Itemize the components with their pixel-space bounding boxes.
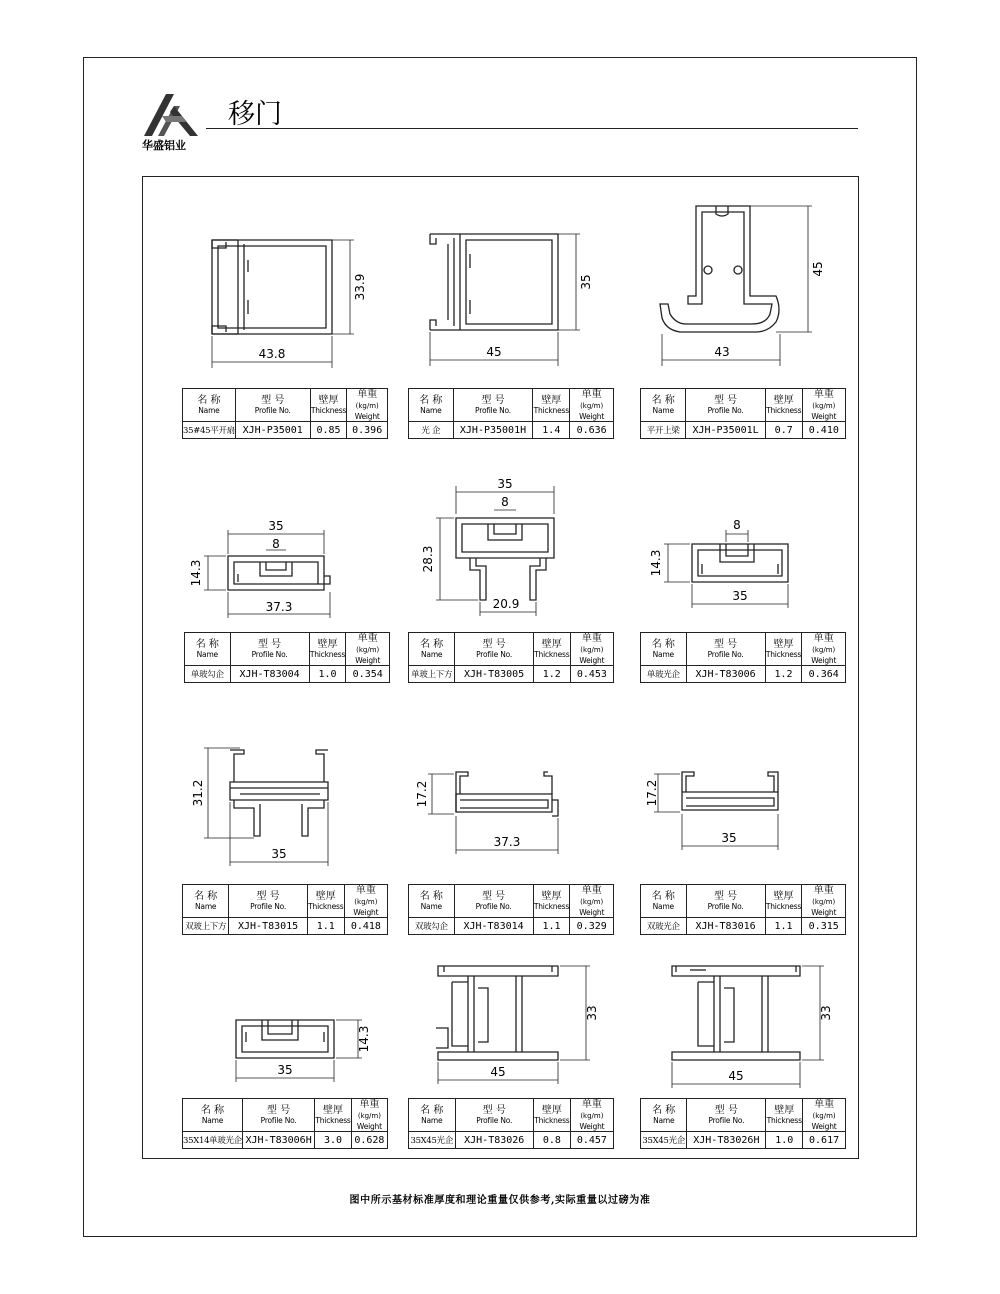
header-weight-en: Weight xyxy=(811,412,837,421)
dim-slot: 8 xyxy=(272,537,280,551)
header-weight-cn: 单重 xyxy=(581,389,602,400)
profile-drawing xyxy=(408,474,614,632)
header-name-en: Name xyxy=(421,650,443,659)
title-divider xyxy=(206,128,858,129)
header-weight-en: Weight xyxy=(579,412,605,421)
header-thickness-cn: 壁厚 xyxy=(541,1105,562,1116)
logo-text: 华盛铝业 xyxy=(142,139,186,152)
header-name-en: Name xyxy=(420,406,442,415)
header-weight-cn: 单重 xyxy=(581,633,602,644)
dim-width: 35 xyxy=(271,847,287,861)
profile-weight: 0.410 xyxy=(802,422,845,439)
header-profile-cn: 型 号 xyxy=(713,639,738,650)
dim-height: 17.2 xyxy=(645,779,659,807)
profile-drawing xyxy=(640,958,846,1098)
header-profile-en: Profile No. xyxy=(251,650,288,659)
header-thickness-cn: 壁厚 xyxy=(773,395,794,406)
header-name-cn: 名 称 xyxy=(651,891,675,902)
header-thickness-cn: 壁厚 xyxy=(541,395,562,406)
header-profile-cn: 型 号 xyxy=(257,639,282,650)
header-weight-en: Weight xyxy=(356,1122,382,1131)
profile-weight: 0.636 xyxy=(570,422,614,439)
profile-thickness: 1.0 xyxy=(309,666,346,683)
profile-thickness: 0.7 xyxy=(765,422,802,439)
profile-drawing xyxy=(184,514,390,632)
header-weight-unit: (kg/m) xyxy=(812,898,836,906)
profile-weight: 0.315 xyxy=(802,918,846,935)
header-weight-en: Weight xyxy=(579,908,605,917)
header-thickness-cn: 壁厚 xyxy=(774,1105,795,1116)
header-weight-unit: (kg/m) xyxy=(580,402,604,410)
spec-table xyxy=(640,1098,846,1149)
header-profile-cn: 型 号 xyxy=(256,891,280,902)
header-name-en: Name xyxy=(653,1116,675,1125)
profile-name: 35X45光企 xyxy=(641,1132,687,1149)
header-thickness-en: Thickness xyxy=(310,406,347,415)
spec-table xyxy=(182,388,388,439)
profile-name: 35X45光企 xyxy=(409,1132,456,1149)
profile-number: XJH-T83026H xyxy=(687,1132,766,1149)
header-thickness-cn: 壁厚 xyxy=(541,639,562,650)
profile-weight: 0.329 xyxy=(570,918,614,935)
profile-card-p35001h xyxy=(408,210,614,436)
header-name-en: Name xyxy=(652,650,674,659)
dim-height: 33.9 xyxy=(353,273,367,301)
profile-weight: 0.628 xyxy=(351,1132,387,1149)
header-thickness-en: Thickness xyxy=(765,650,802,659)
header-weight-cn: 单重 xyxy=(357,389,378,400)
profile-drawing xyxy=(182,1010,388,1098)
profile-weight: 0.396 xyxy=(347,422,388,439)
profile-name: 单玻上下方 xyxy=(409,666,455,683)
header-name-cn: 名 称 xyxy=(651,639,675,650)
header-thickness-cn: 壁厚 xyxy=(773,891,794,902)
header-profile-en: Profile No. xyxy=(476,650,513,659)
header-name-cn: 名 称 xyxy=(651,395,675,406)
dim-slot: 8 xyxy=(501,495,509,509)
profile-card-t83006h xyxy=(182,1010,388,1144)
header-profile-cn: 型 号 xyxy=(713,395,738,406)
header-profile-en: Profile No. xyxy=(250,902,287,911)
header-thickness-cn: 壁厚 xyxy=(541,891,562,902)
header-weight-unit: (kg/m) xyxy=(580,646,604,654)
profile-thickness: 3.0 xyxy=(315,1132,352,1149)
profile-number: XJH-P35001L xyxy=(686,422,765,439)
header-name-en: Name xyxy=(420,902,442,911)
header-weight-unit: (kg/m) xyxy=(580,898,604,906)
header-weight-cn: 单重 xyxy=(355,885,376,896)
header-weight-en: Weight xyxy=(355,656,381,665)
header-thickness-en: Thickness xyxy=(315,1116,351,1125)
header-name-cn: 名 称 xyxy=(194,891,218,902)
header-name-en: Name xyxy=(198,406,220,415)
dim-height: 31.2 xyxy=(191,779,205,807)
header-name-cn: 名 称 xyxy=(195,639,219,650)
header-profile-en: Profile No. xyxy=(708,1116,745,1125)
profile-thickness: 0.85 xyxy=(310,422,347,439)
profile-name: 平开上梁 xyxy=(641,422,686,439)
header-thickness-cn: 壁厚 xyxy=(323,1105,344,1116)
spec-table xyxy=(408,1098,614,1149)
profile-name: 双玻勾企 xyxy=(409,918,455,935)
dim-width: 43.8 xyxy=(258,347,286,361)
header-profile-en: Profile No. xyxy=(475,902,512,911)
spec-table xyxy=(408,884,614,935)
header-thickness-cn: 壁厚 xyxy=(317,639,338,650)
profile-number: XJH-T83026 xyxy=(455,1132,533,1149)
dim-width: 45 xyxy=(486,345,502,359)
dim-width: 35 xyxy=(721,831,737,845)
header-profile-en: Profile No. xyxy=(707,650,744,659)
dim-height: 35 xyxy=(579,274,593,290)
header-weight-en: Weight xyxy=(811,908,837,917)
dim-width: 20.9 xyxy=(492,597,520,611)
spec-table xyxy=(408,632,614,683)
dim-width: 43 xyxy=(714,345,730,359)
profile-name: 单玻勾企 xyxy=(185,666,231,683)
header-thickness-en: Thickness xyxy=(533,406,569,415)
spec-table xyxy=(640,388,846,439)
dim-width: 45 xyxy=(728,1069,744,1083)
profile-weight: 0.617 xyxy=(803,1132,846,1149)
profile-number: XJH-T83006 xyxy=(686,666,765,683)
profile-thickness: 1.0 xyxy=(766,1132,803,1149)
header-weight-en: Weight xyxy=(811,656,837,665)
header-thickness-en: Thickness xyxy=(534,1116,570,1125)
profile-name: 35X14单玻光企 xyxy=(183,1132,243,1149)
profile-card-t83006 xyxy=(640,514,846,680)
profile-card-t83005 xyxy=(408,474,614,680)
page-title: 移门 xyxy=(228,99,282,130)
header-weight-cn: 单重 xyxy=(581,1099,602,1110)
profile-thickness: 0.8 xyxy=(533,1132,570,1149)
header-weight-en: Weight xyxy=(579,656,605,665)
dim-top-width: 35 xyxy=(268,519,284,533)
header-thickness-en: Thickness xyxy=(309,650,346,659)
profile-card-t83014 xyxy=(408,762,614,932)
profile-weight: 0.364 xyxy=(802,666,846,683)
header-name-cn: 名 称 xyxy=(419,395,443,406)
header-name-cn: 名 称 xyxy=(200,1105,225,1116)
header-profile-cn: 型 号 xyxy=(482,639,506,650)
header-thickness-en: Thickness xyxy=(766,1116,802,1125)
header-profile-en: Profile No. xyxy=(707,902,744,911)
profile-thickness: 1.2 xyxy=(533,666,570,683)
profile-number: XJH-T83005 xyxy=(455,666,533,683)
header-thickness-cn: 壁厚 xyxy=(773,639,794,650)
dim-top-width: 35 xyxy=(497,477,513,491)
profile-weight: 0.453 xyxy=(570,666,613,683)
profile-weight: 0.418 xyxy=(344,918,387,935)
dim-height: 33 xyxy=(585,1005,599,1021)
profile-name: 35#45平开扇 xyxy=(183,422,236,439)
header-weight-en: Weight xyxy=(354,412,380,421)
profile-drawing xyxy=(182,742,388,884)
header-profile-cn: 型 号 xyxy=(267,1105,291,1116)
header-name-en: Name xyxy=(652,406,674,415)
spec-table xyxy=(408,388,614,439)
profile-name: 光 企 xyxy=(409,422,454,439)
profile-number: XJH-T83004 xyxy=(230,666,309,683)
header-name-en: Name xyxy=(201,1116,224,1125)
logo-mark-icon xyxy=(140,92,202,138)
header-profile-cn: 型 号 xyxy=(714,1105,738,1116)
header-name-cn: 名 称 xyxy=(419,891,443,902)
header-weight-cn: 单重 xyxy=(357,633,378,644)
header-name-en: Name xyxy=(196,650,218,659)
profile-number: XJH-T83015 xyxy=(229,918,307,935)
dim-height: 28.3 xyxy=(421,545,435,573)
dim-width: 35 xyxy=(277,1063,293,1077)
header-weight-unit: (kg/m) xyxy=(356,646,380,654)
header-name-cn: 名 称 xyxy=(197,395,221,406)
dim-slot: 8 xyxy=(733,518,741,532)
dim-width: 45 xyxy=(490,1065,506,1079)
header-weight-en: Weight xyxy=(353,908,379,917)
profile-weight: 0.457 xyxy=(570,1132,613,1149)
header-thickness-cn: 壁厚 xyxy=(315,891,336,902)
header-thickness-en: Thickness xyxy=(766,406,802,415)
header-profile-en: Profile No. xyxy=(254,406,291,415)
dim-height: 33 xyxy=(819,1005,833,1021)
profile-thickness: 1.4 xyxy=(533,422,570,439)
header-weight-cn: 单重 xyxy=(813,885,834,896)
profile-card-t83026 xyxy=(408,958,614,1144)
dim-width: 37.3 xyxy=(265,600,293,614)
header-weight-cn: 单重 xyxy=(814,1099,835,1110)
spec-table xyxy=(184,632,390,683)
spec-table xyxy=(640,632,846,683)
spec-table xyxy=(640,884,846,935)
header-weight-cn: 单重 xyxy=(813,389,834,400)
profile-number: XJH-T83014 xyxy=(454,918,533,935)
profile-name: 双玻上下方 xyxy=(183,918,229,935)
profile-card-t83016 xyxy=(640,762,846,932)
header-thickness-en: Thickness xyxy=(533,902,570,911)
header-thickness-en: Thickness xyxy=(308,902,344,911)
dim-height: 45 xyxy=(811,261,825,277)
header-profile-cn: 型 号 xyxy=(482,1105,506,1116)
header-weight-unit: (kg/m) xyxy=(812,1112,836,1120)
header-thickness-cn: 壁厚 xyxy=(318,395,339,406)
header-weight-cn: 单重 xyxy=(581,885,602,896)
profile-drawing xyxy=(408,762,614,884)
dim-height: 14.3 xyxy=(357,1025,371,1053)
header-weight-unit: (kg/m) xyxy=(812,402,836,410)
header-name-en: Name xyxy=(421,1116,443,1125)
profile-drawing xyxy=(640,200,846,388)
profile-card-t83015 xyxy=(182,742,388,932)
header-weight-unit: (kg/m) xyxy=(355,402,379,410)
header-weight-unit: (kg/m) xyxy=(354,898,378,906)
header-weight-cn: 单重 xyxy=(359,1099,380,1110)
profile-card-t83004 xyxy=(184,514,390,680)
header-weight-cn: 单重 xyxy=(813,633,834,644)
header-weight-en: Weight xyxy=(579,1122,605,1131)
dim-height: 17.2 xyxy=(415,780,429,808)
header-name-en: Name xyxy=(652,902,674,911)
dim-height: 14.3 xyxy=(649,549,663,577)
header-profile-cn: 型 号 xyxy=(481,891,506,902)
footer-note: 图中所示基材标准厚度和理论重量仅供参考,实际重量以过磅为准 xyxy=(349,1195,651,1206)
profile-thickness: 1.1 xyxy=(533,918,570,935)
profile-number: XJH-P35001 xyxy=(235,422,310,439)
header-profile-en: Profile No. xyxy=(476,1116,513,1125)
profile-drawing xyxy=(640,514,846,632)
profile-drawing xyxy=(408,958,614,1098)
profile-card-p35001l xyxy=(640,200,846,436)
header-name-cn: 名 称 xyxy=(652,1105,676,1116)
profile-thickness: 1.1 xyxy=(307,918,344,935)
profile-card-p35001 xyxy=(182,210,388,436)
header-weight-en: Weight xyxy=(811,1122,837,1131)
header-profile-en: Profile No. xyxy=(707,406,744,415)
profile-name: 双玻光企 xyxy=(641,918,687,935)
spec-table xyxy=(182,1098,388,1149)
profile-number: XJH-T83016 xyxy=(686,918,765,935)
header-profile-en: Profile No. xyxy=(260,1116,297,1125)
header-profile-cn: 型 号 xyxy=(481,395,505,406)
header-name-cn: 名 称 xyxy=(420,1105,444,1116)
profile-number: XJH-P35001H xyxy=(453,422,533,439)
header-thickness-en: Thickness xyxy=(534,650,570,659)
header-profile-cn: 型 号 xyxy=(261,395,285,406)
dim-width: 37.3 xyxy=(493,835,521,849)
header-weight-unit: (kg/m) xyxy=(812,646,836,654)
header-name-en: Name xyxy=(195,902,217,911)
profile-drawing xyxy=(182,210,388,388)
header-weight-unit: (kg/m) xyxy=(580,1112,604,1120)
profile-card-t83026h xyxy=(640,958,846,1144)
header-name-cn: 名 称 xyxy=(420,639,444,650)
profile-name: 单玻光企 xyxy=(641,666,687,683)
profile-drawing xyxy=(640,762,846,884)
profile-number: XJH-T83006H xyxy=(242,1132,314,1149)
profile-drawing xyxy=(408,210,614,388)
dim-width: 35 xyxy=(732,589,748,603)
header-profile-en: Profile No. xyxy=(475,406,511,415)
dim-height: 14.3 xyxy=(189,559,203,587)
header-profile-cn: 型 号 xyxy=(713,891,738,902)
spec-table xyxy=(182,884,388,935)
profile-weight: 0.354 xyxy=(346,666,390,683)
header-weight-unit: (kg/m) xyxy=(357,1112,381,1120)
header-thickness-en: Thickness xyxy=(765,902,802,911)
profile-thickness: 1.2 xyxy=(765,666,802,683)
profile-thickness: 1.1 xyxy=(765,918,802,935)
